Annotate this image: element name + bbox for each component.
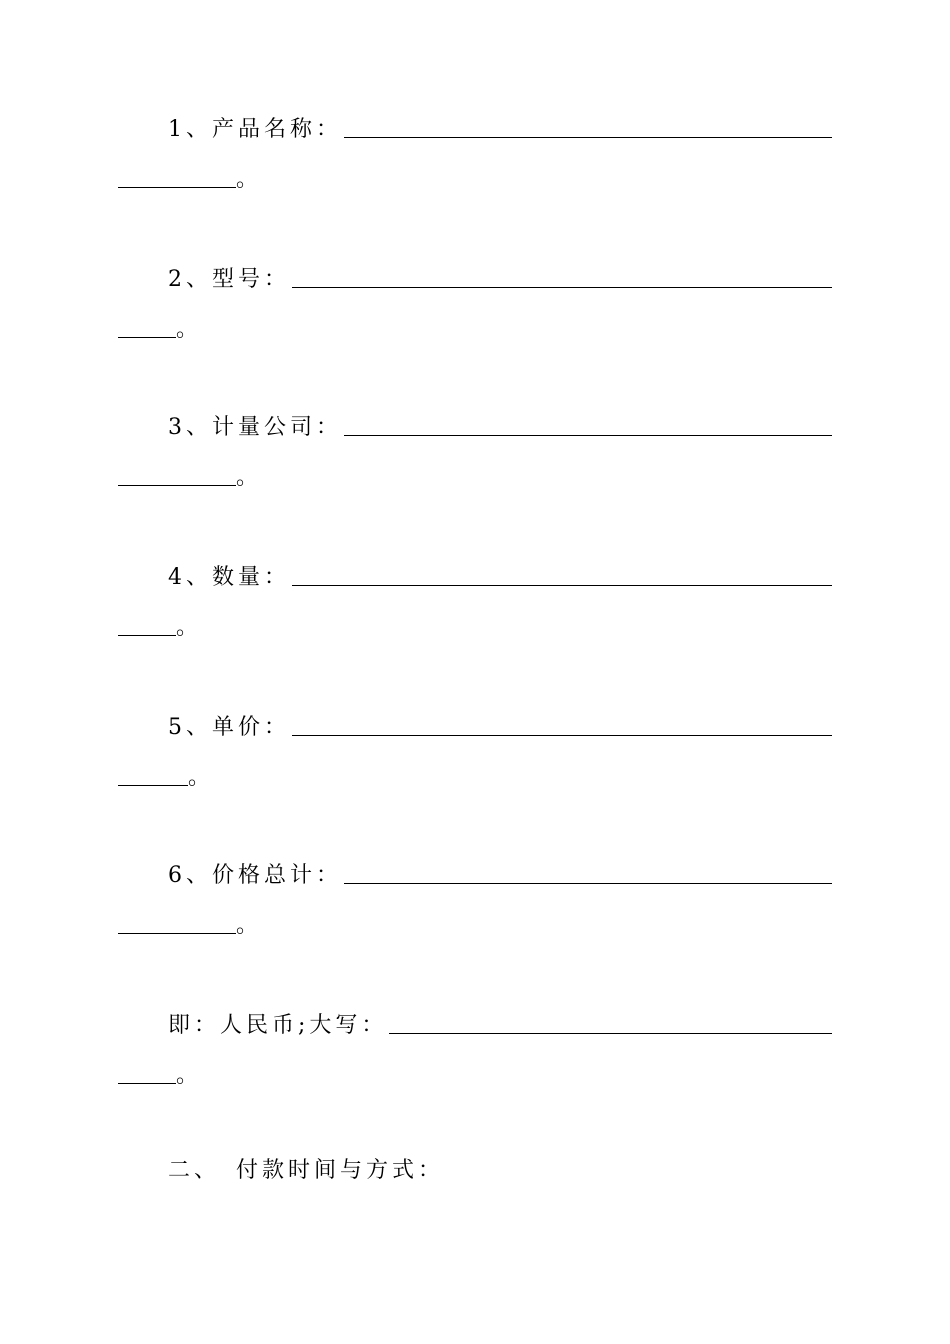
- field-label: 3、计量公司：: [168, 415, 342, 440]
- field-model: [0, 260, 950, 380]
- field-label: 5、单价：: [168, 715, 290, 740]
- field-amount-in-words: [0, 1006, 950, 1126]
- fill-in-blank-continuation: [118, 932, 236, 934]
- field-quantity: [0, 558, 950, 678]
- fill-in-blank: [292, 584, 832, 586]
- period: 。: [236, 913, 259, 938]
- fill-in-blank: [344, 882, 832, 884]
- field-label: 6、价格总计：: [168, 863, 342, 888]
- fill-in-blank: [344, 434, 832, 436]
- field-unit-price: [0, 708, 950, 828]
- period: 。: [176, 317, 199, 342]
- period: 。: [236, 465, 259, 490]
- period: 。: [176, 615, 199, 640]
- section-title: 付款时间与方式：: [236, 1158, 445, 1183]
- field-label: 即：人民币;大写：: [168, 1013, 388, 1038]
- fill-in-blank: [344, 136, 832, 138]
- fill-in-blank-continuation: [118, 186, 236, 188]
- fill-in-blank-continuation: [118, 1082, 176, 1084]
- field-label: 2、型号：: [168, 267, 290, 292]
- fill-in-blank: [389, 1032, 832, 1034]
- field-product-name: [0, 110, 950, 230]
- fill-in-blank-continuation: [118, 634, 176, 636]
- fill-in-blank-continuation: [118, 784, 188, 786]
- section-number: 二、: [168, 1158, 221, 1183]
- period: 。: [236, 167, 259, 192]
- period: 。: [176, 1063, 199, 1088]
- field-label: 1、产品名称：: [168, 117, 342, 142]
- field-label: 4、数量：: [168, 565, 290, 590]
- fill-in-blank: [292, 734, 832, 736]
- field-unit: [0, 408, 950, 528]
- fill-in-blank-continuation: [118, 336, 176, 338]
- section-heading-payment: [168, 1156, 444, 1186]
- fill-in-blank: [292, 286, 832, 288]
- field-total-price: [0, 856, 950, 976]
- fill-in-blank-continuation: [118, 484, 236, 486]
- period: 。: [188, 765, 211, 790]
